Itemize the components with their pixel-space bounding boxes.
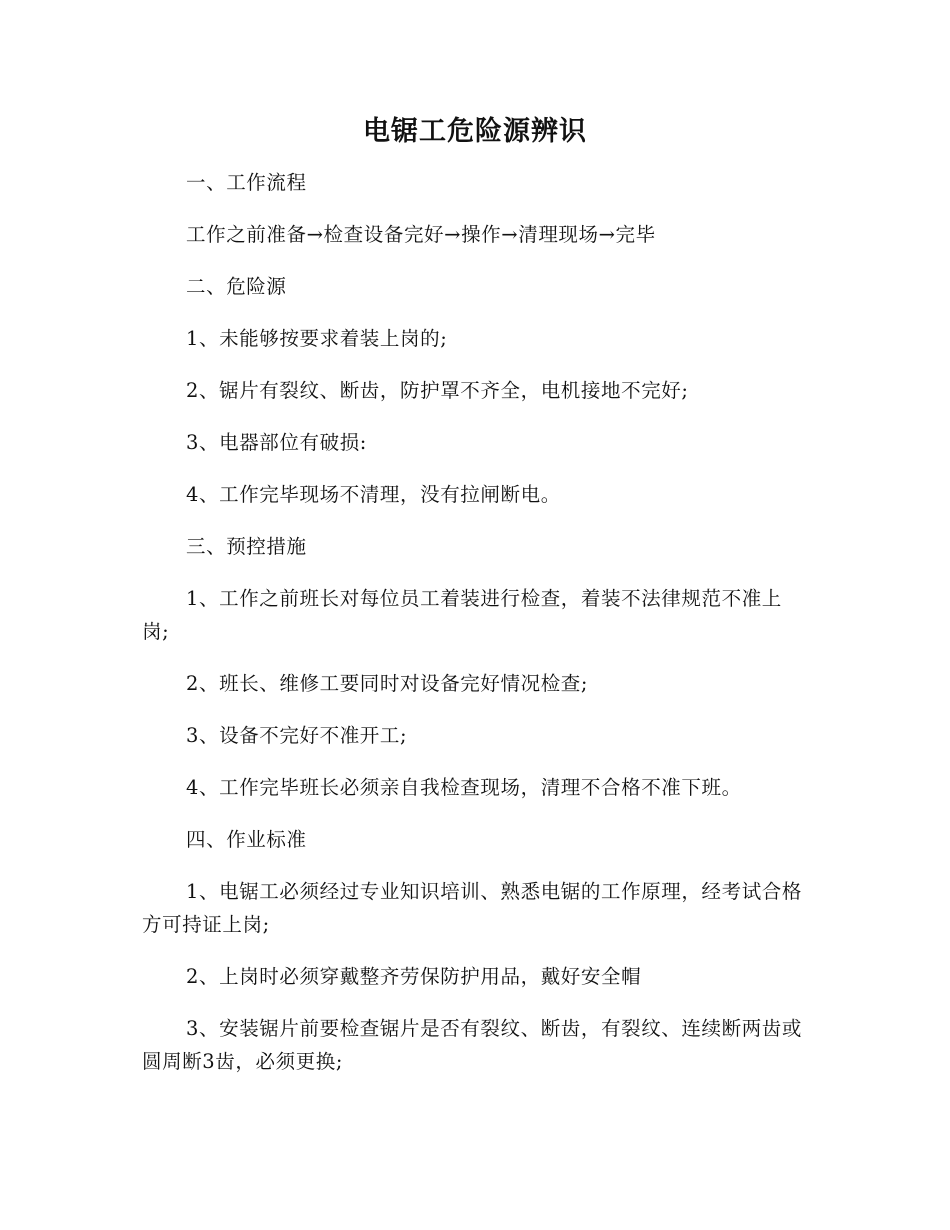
page-title: 电锯工危险源辨识 xyxy=(363,116,587,147)
section-heading-workflow: 一、工作流程 xyxy=(186,171,307,194)
section-heading-controls: 三、预控措施 xyxy=(186,535,307,558)
document-body xyxy=(142,166,808,1097)
paragraph-standard-2: 2、上岗时必须穿戴整齐劳保防护用品，戴好安全帽 xyxy=(186,965,642,988)
paragraph-hazard-1: 1、未能够按要求着装上岗的; xyxy=(186,327,448,350)
paragraph-control-1: 1、工作之前班长对每位员工着装进行检查，着装不法律规范不准上岗; xyxy=(142,587,782,643)
section-heading-standards: 四、作业标准 xyxy=(186,828,307,851)
paragraph-hazard-4: 4、工作完毕现场不清理，没有拉闸断电。 xyxy=(186,483,561,506)
paragraph-standard-1: 1、电锯工必须经过专业知识培训、熟悉电锯的工作原理，经考试合格方可持证上岗; xyxy=(142,880,803,936)
paragraph-workflow-steps: 工作之前准备→检查设备完好→操作→清理现场→完毕 xyxy=(186,223,656,246)
paragraph-hazard-3: 3、电器部位有破损: xyxy=(186,431,367,454)
paragraph-control-4: 4、工作完毕班长必须亲自我检查现场，清理不合格不准下班。 xyxy=(186,776,742,799)
paragraph-control-2: 2、班长、维修工要同时对设备完好情况检查; xyxy=(186,672,589,695)
section-heading-hazards: 二、危险源 xyxy=(186,275,287,298)
paragraph-control-3: 3、设备不完好不准开工; xyxy=(186,724,408,747)
paragraph-hazard-2: 2、锯片有裂纹、断齿，防护罩不齐全，电机接地不完好; xyxy=(186,379,689,402)
paragraph-standard-3: 3、安装锯片前要检查锯片是否有裂纹、断齿，有裂纹、连续断两齿或圆周断3齿，必须更换; xyxy=(142,1017,803,1073)
